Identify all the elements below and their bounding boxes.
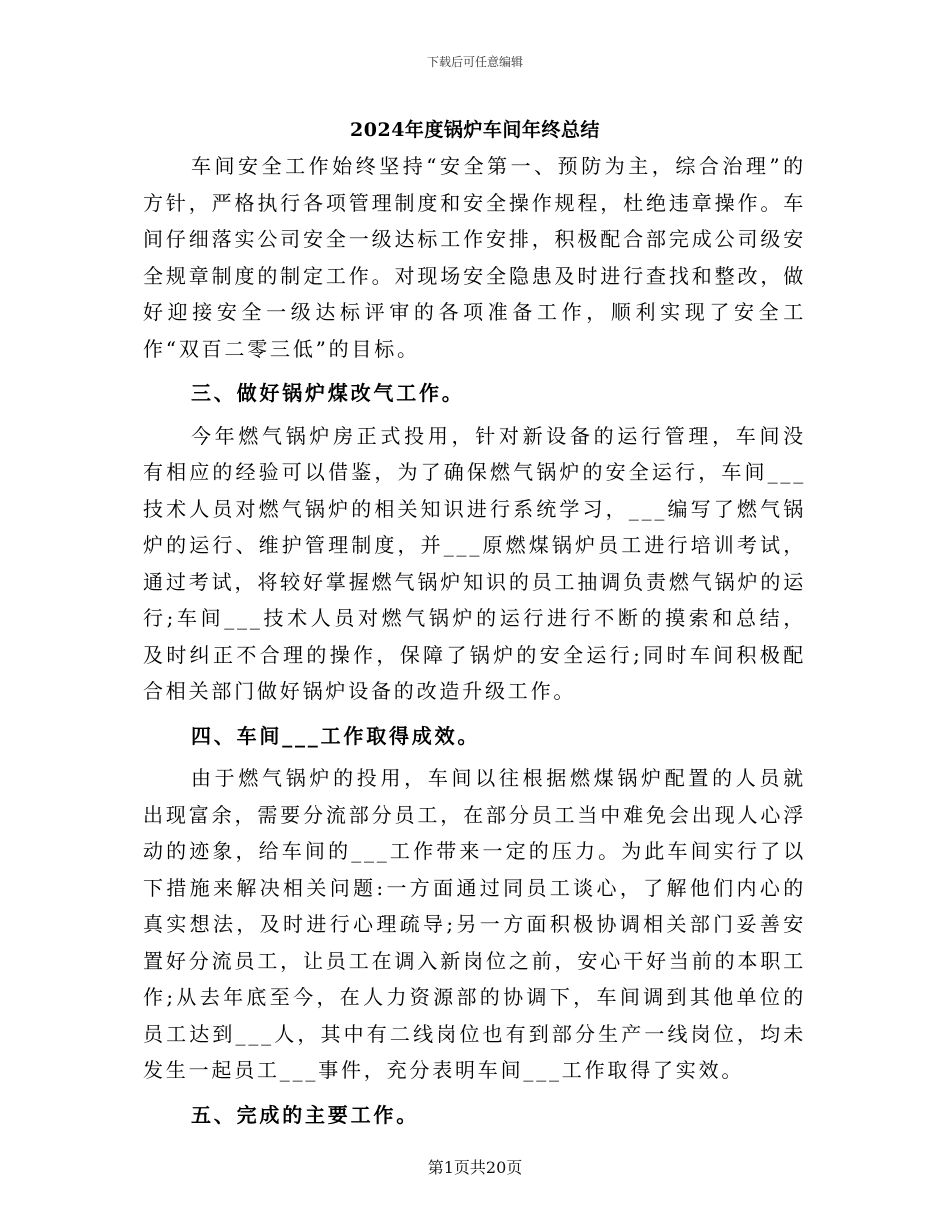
document-body [143,148,806,1139]
page-number: 第1页共20页 [427,1158,523,1177]
document-title: 2024年度锅炉车间年终总结 [350,119,600,141]
paragraph-safety: 车间安全工作始终坚持“安全第一、预防为主，综合治理”的方针，严格执行各项管理制度和安全操作规程，杜绝违章操作。车间仔细落实公司安全一级达标工作安排，积极配合部完成公司级安全规章制度的制定工作。对现场安全隐患及时进行查找和整改，做好迎接安全一级达标评审的各项准备工作，顺利实现了安全工作“双百二零三低”的目标。 [143,154,806,361]
section-heading-5: 五、完成的主要工作。 [191,1102,419,1127]
header-note: 下载后可任意编辑 [426,55,523,69]
section-heading-4: 四、车间___工作取得成效。 [191,723,481,748]
paragraph-gas-boiler: 今年燃气锅炉房正式投用，针对新设备的运行管理，车间没有相应的经验可以借鉴，为了确保燃气锅炉的安全运行，车间___技术人员对燃气锅炉的相关知识进行系统学习，___编写了燃气锅炉的运行、维护管理制度，并___原燃煤锅炉员工进行培训考试，通过考试，将较好掌握燃气锅炉知识的员工抽调负责燃气锅炉的运行;车间___技术人员对燃气锅炉的运行进行不断的摸索和总结，及时纠正不合理的操作，保障了锅炉的安全运行;同时车间积极配合相关部门做好锅炉设备的改造升级工作。 [143,423,806,703]
paragraph-staff: 由于燃气锅炉的投用，车间以往根据燃煤锅炉配置的人员就出现富余，需要分流部分员工，在部分员工当中难免会出现人心浮动的迹象，给车间的___工作带来一定的压力。为此车间实行了以下措施来解决相关问题:一方面通过同员工谈心，了解他们内心的真实想法，及时进行心理疏导;另一方面积极协调相关部门妥善安置好分流员工，让员工在调入新岗位之前，安心干好当前的本职工作;从去年底至今，在人力资源部的协调下，车间调到其他单位的员工达到___人，其中有二线岗位也有到部分生产一线岗位，均未发生一起员工___事件，充分表明车间___工作取得了实效。 [143,766,806,1082]
section-heading-3: 三、做好锅炉煤改气工作。 [191,381,465,405]
